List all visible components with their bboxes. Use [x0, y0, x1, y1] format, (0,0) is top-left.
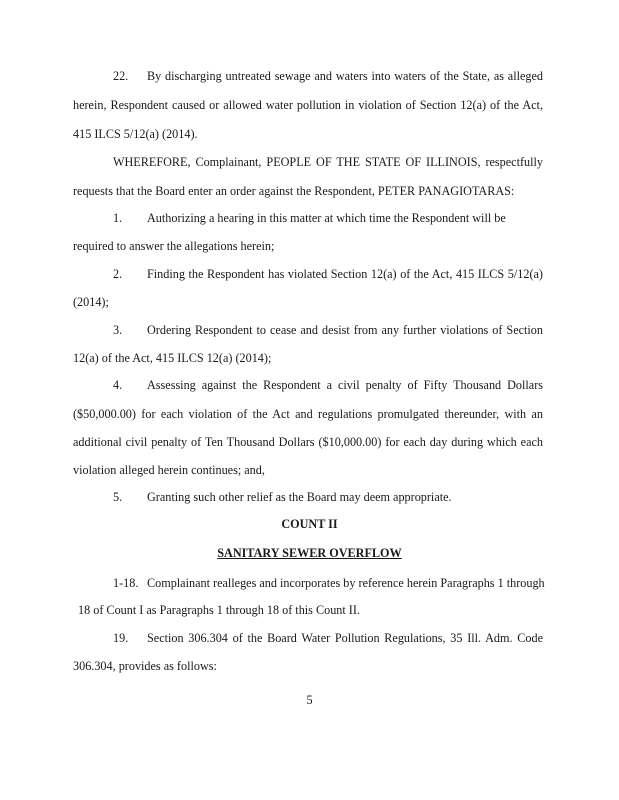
paragraph-19-number: 19. [113, 631, 129, 645]
wherefore-line-2: requests that the Board enter an order against the Respondent, PETER PANAGIOTARAS: [73, 184, 515, 198]
item-1-number: 1. [113, 211, 123, 225]
paragraph-22-line-2: herein, Respondent caused or allowed water pollution in violation of Section 12(a) of the Act, [73, 98, 543, 112]
paragraph-22-number: 22. [113, 69, 129, 83]
item-2-line-1: Finding the Respondent has violated Section 12(a) of the Act, 415 ILCS 5/12(a) [147, 267, 543, 281]
paragraph-1-18-number: 1-18. [113, 576, 139, 590]
item-4-line-4: violation alleged herein continues; and, [73, 463, 265, 477]
item-4-line-2: ($50,000.00) for each violation of the Act and regulations promulgated thereunder, with an [73, 407, 543, 421]
paragraph-19-line-1: Section 306.304 of the Board Water Pollution Regulations, 35 Ill. Adm. Code [147, 631, 543, 645]
paragraph-1-18-line-2: 18 of Count I as Paragraphs 1 through 18 of this Count II. [78, 603, 360, 617]
item-1-line-1: Authorizing a hearing in this matter at which time the Respondent will be [147, 211, 506, 225]
item-4-number: 4. [113, 378, 123, 392]
item-1-line-2: required to answer the allegations herein; [73, 239, 275, 253]
count-heading: COUNT II [281, 517, 338, 531]
paragraph-19-line-2: 306.304, provides as follows: [73, 659, 217, 673]
item-2-number: 2. [113, 267, 123, 281]
item-3-line-1: Ordering Respondent to cease and desist from any further violations of Section [147, 323, 543, 337]
item-3-line-2: 12(a) of the Act, 415 ILCS 12(a) (2014); [73, 351, 272, 365]
item-5-number: 5. [113, 490, 123, 504]
item-5-line-1: Granting such other relief as the Board may deem appropriate. [147, 490, 452, 504]
count-title-text: SANITARY SEWER OVERFLOW [217, 546, 402, 560]
paragraph-22-line-3: 415 ILCS 5/12(a) (2014). [73, 127, 198, 141]
item-3-number: 3. [113, 323, 123, 337]
page-number: 5 [306, 693, 313, 707]
item-4-line-3: additional civil penalty of Ten Thousand Dollars ($10,000.00) for each day during which each [73, 435, 543, 449]
paragraph-22-line-1: By discharging untreated sewage and waters into waters of the State, as alleged [147, 69, 543, 83]
item-2-line-2: (2014); [73, 295, 109, 309]
wherefore-line-1: WHEREFORE, Complainant, PEOPLE OF THE STATE OF ILLINOIS, respectfully [113, 155, 543, 169]
item-4-line-1: Assessing against the Respondent a civil penalty of Fifty Thousand Dollars [147, 378, 543, 392]
paragraph-1-18-line-1: Complainant realleges and incorporates by reference herein Paragraphs 1 through [147, 576, 545, 590]
count-title [0, 545, 619, 561]
